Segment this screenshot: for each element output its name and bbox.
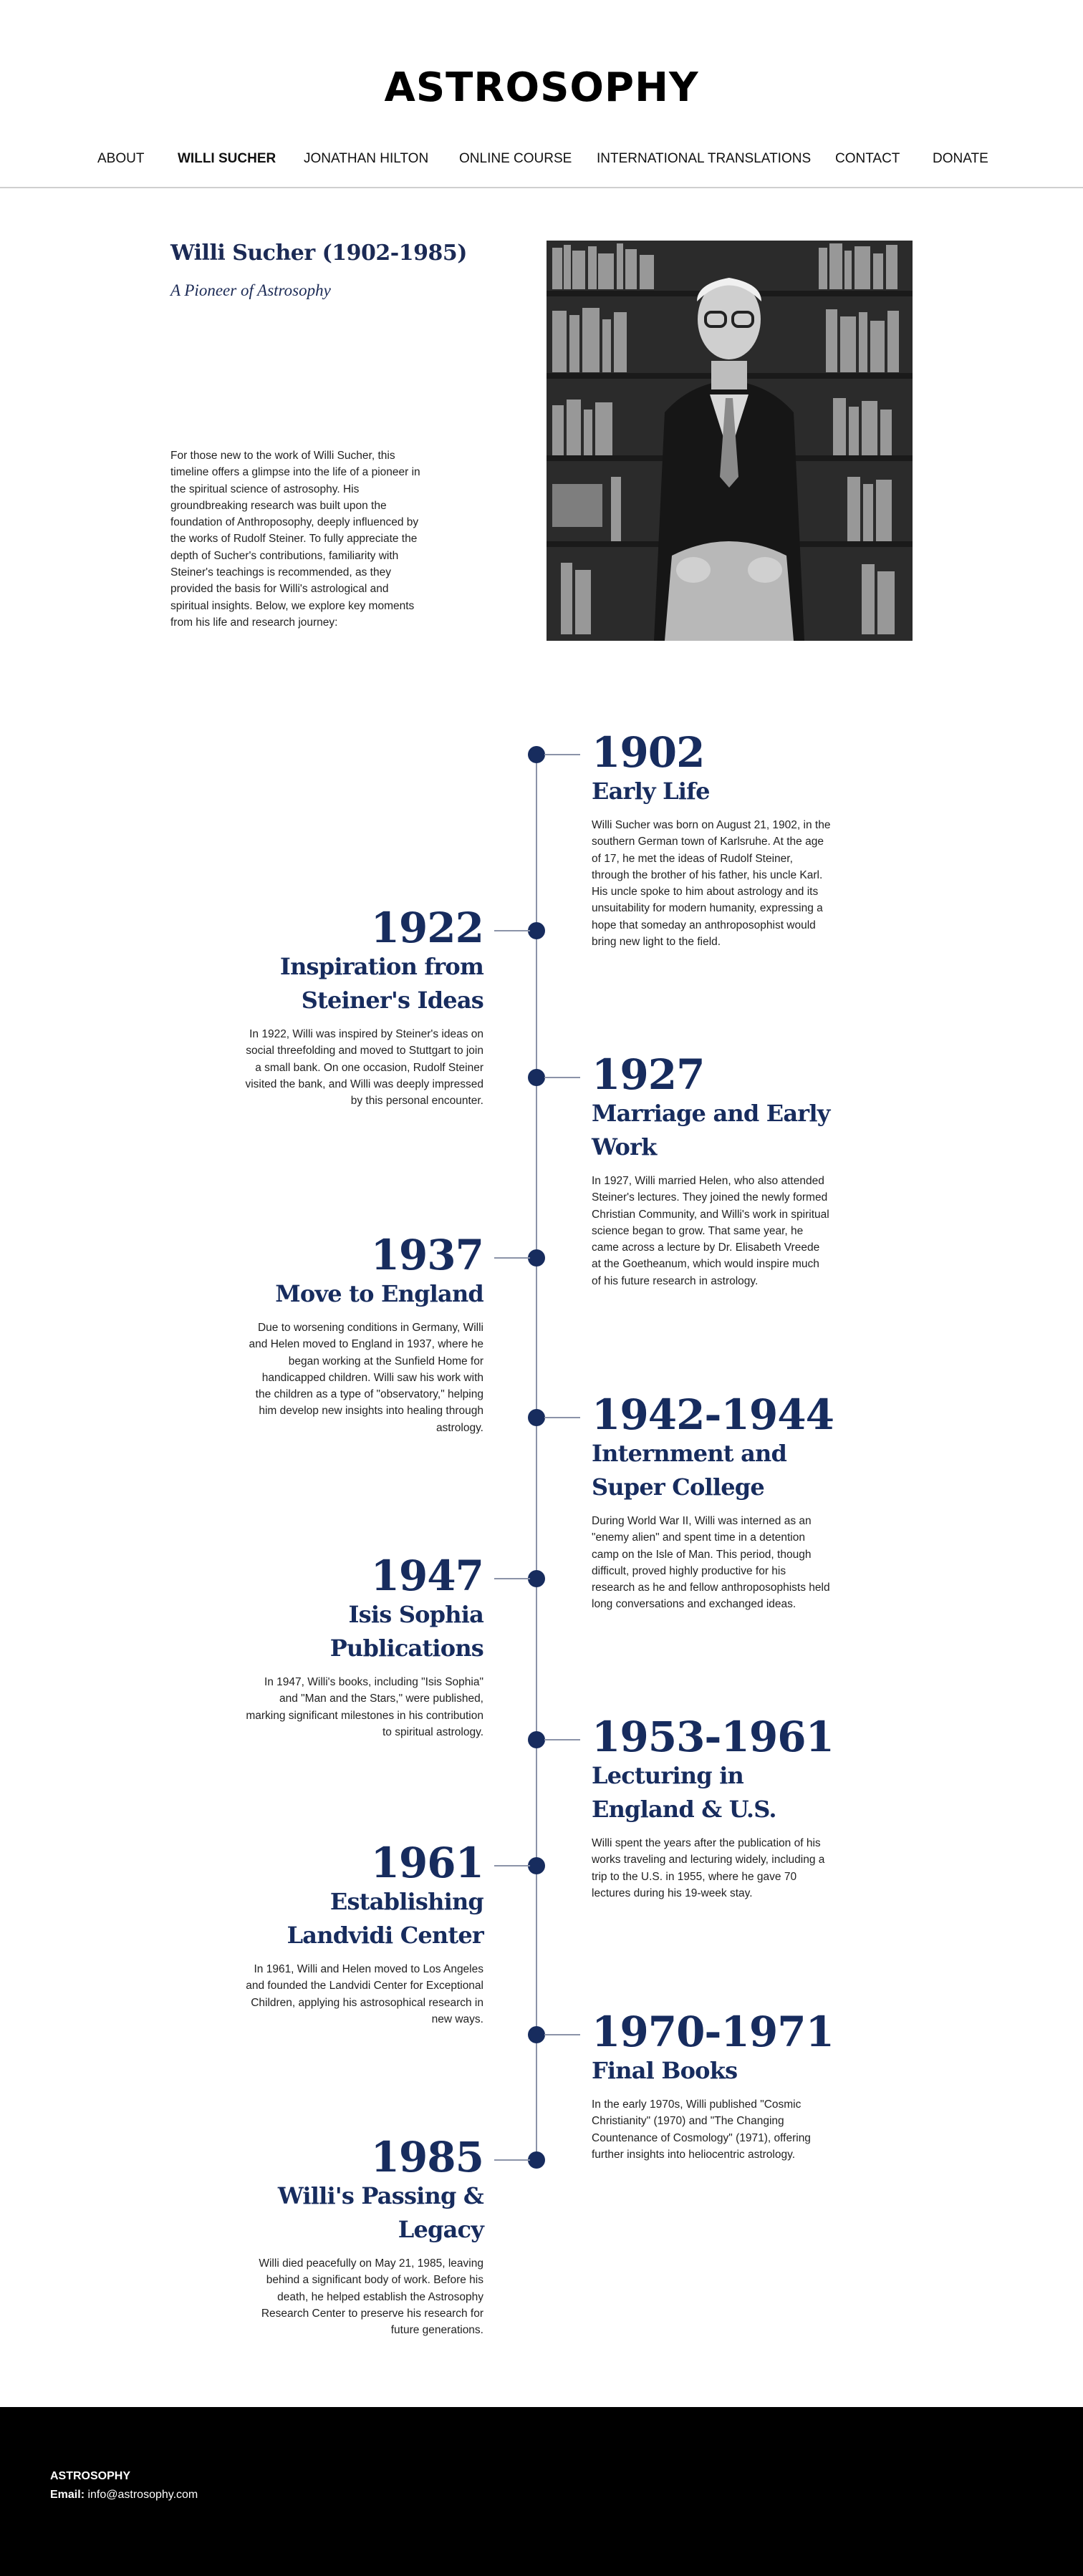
intro-paragraph: For those new to the work of Willi Sucher, this timeline offers a glimpse into the life of a pioneer in the spiritual science of astrosophy. His groundbreaking research was built upon the foundation of Anthroposophy, deeply influenced by the works of Rudolf Steiner. To fully appreciate the depth of Sucher's contributions, familiarity with Steiner's teachings is recommended, as they provided the basis for Willi's astrological and spiritual insights. Below, we explore key moments from his life and research journey: — [170, 450, 420, 629]
timeline-dot — [528, 1409, 545, 1426]
header-divider — [0, 187, 1083, 188]
portrait-photo — [547, 241, 913, 641]
entry-year: 1985 — [370, 2133, 483, 2182]
entry-title: Isis Sophia Publications — [329, 1601, 483, 1662]
timeline-connector — [494, 1257, 530, 1259]
timeline-entry-1961 — [244, 1841, 483, 2028]
entry-text: In 1947, Willi's books, including "Isis Sophia" and "Man and the Stars," were published, marking significant milestones in his contribution to spiritual astrology. — [246, 1676, 483, 1738]
timeline-entry-1942-1944 — [592, 1390, 834, 1613]
entry-title: Early Life — [592, 778, 710, 805]
nav-about[interactable]: ABOUT — [97, 151, 145, 166]
entry-year: 1970-1971 — [592, 2008, 834, 2056]
entry-title: Inspiration from Steiner's Ideas — [279, 953, 483, 1014]
nav-jonathan-hilton[interactable]: JONATHAN HILTON — [304, 151, 429, 166]
timeline-connector — [544, 1417, 580, 1418]
timeline-dot — [528, 1069, 545, 1086]
nav-willi-sucher[interactable]: WILLI SUCHER — [178, 151, 276, 166]
entry-text: Due to worsening conditions in Germany, Willi and Helen moved to England in 1937, where he began working at the Sunfield Home for handicapped children. Willi saw his work with the children as a type of "observatory," helping him develop new insights into healing through astrology. — [249, 1322, 483, 1434]
entry-text: Willi spent the years after the publication of his works traveling and lecturing widely, including a trip to the U.S. in 1955, where he gave 70 lectures during his 19-week stay. — [592, 1837, 825, 1899]
timeline-dot — [528, 1249, 545, 1267]
timeline-dot — [528, 1857, 545, 1874]
main-nav — [0, 149, 1083, 170]
nav-donate[interactable]: DONATE — [933, 151, 988, 166]
entry-year: 1927 — [592, 1050, 705, 1099]
timeline-connector — [494, 2159, 530, 2161]
entry-year: 1937 — [370, 1231, 483, 1279]
entry-year: 1953-1961 — [592, 1713, 834, 1761]
entry-year: 1947 — [370, 1551, 483, 1600]
timeline-entry-1985 — [244, 2135, 483, 2338]
timeline-dot — [528, 2026, 545, 2043]
timeline-connector — [544, 1739, 580, 1740]
entry-title: Marriage and Early Work — [592, 1100, 830, 1161]
entry-text: In 1927, Willi married Helen, who also attended Steiner's lectures. They joined the newly formed Christian Community, and Willi's work in spiritual science began to grow. That same year, he came across a lecture by Dr. Elisabeth Vreede at the Goetheanum, which would inspire much of his future research in astrology. — [592, 1175, 829, 1287]
page-subtitle: A Pioneer of Astrosophy — [170, 281, 331, 299]
timeline-entry-1902 — [592, 730, 832, 950]
footer-email-label: Email: — [50, 2489, 85, 2501]
footer-title: ASTROSOPHY — [50, 2470, 131, 2482]
nav-contact[interactable]: CONTACT — [835, 151, 900, 166]
entry-text: Willi Sucher was born on August 21, 1902, in the southern German town of Karlsruhe. At the age of 17, he met the ideas of Rudolf Steiner, through the brother of his father, his uncle Karl. His uncle spoke to him about astrology and its unsuitability for modern humanity, expressing a hope that someday an anthroposophist would bring new light to the field. — [592, 819, 831, 949]
entry-year: 1922 — [370, 904, 483, 952]
entry-text: During World War II, Willi was interned as an "enemy alien" and spent time in a detention camp on the Isle of Man. This period, though difficult, proved highly productive for his research as he and fellow anthroposophists held long conversations and exchanged ideas. — [592, 1515, 830, 1611]
timeline-dot — [528, 922, 545, 939]
timeline-entry-1970-1971 — [592, 2010, 832, 2163]
entry-text: In the early 1970s, Willi published "Cosmic Christianity" (1970) and "The Changing Countenance of Cosmology" (1971), offering further insights into heliocentric astrology. — [592, 2098, 811, 2161]
entry-title: Final Books — [592, 2057, 738, 2084]
site-title[interactable]: ASTROSOPHY — [384, 64, 699, 111]
nav-international-translations[interactable]: INTERNATIONAL TRANSLATIONS — [597, 151, 812, 166]
entry-text: Willi died peacefully on May 21, 1985, leaving behind a significant body of work. Before his death, he helped establish the Astrosophy Research Center to preserve his research for future generations. — [259, 2257, 483, 2337]
timeline-entry-1922 — [244, 906, 483, 1109]
timeline-dot — [528, 746, 545, 763]
footer-email-link[interactable]: info@astrosophy.com — [87, 2489, 198, 2501]
entry-year: 1961 — [370, 1839, 483, 1887]
entry-year: 1902 — [592, 728, 705, 777]
entry-title: Willi's Passing & Legacy — [277, 2182, 483, 2243]
timeline-entry-1937 — [244, 1233, 483, 1436]
timeline-dot — [528, 1731, 545, 1748]
timeline-connector — [544, 1077, 580, 1078]
entry-title: Establishing Landvidi Center — [287, 1888, 483, 1949]
page-title: Willi Sucher (1902-1985) — [170, 241, 467, 266]
timeline-dot — [528, 1570, 545, 1587]
entry-year: 1942-1944 — [592, 1390, 834, 1439]
timeline-dot — [528, 2151, 545, 2169]
entry-text: In 1922, Willi was inspired by Steiner's ideas on social threefolding and moved to Stuttgart to join a small bank. On one occasion, Rudolf Steiner visited the bank, and Willi was deeply impressed by this personal encounter. — [245, 1028, 483, 1108]
entry-title: Internment and Super College — [592, 1440, 787, 1501]
timeline-connector — [494, 1578, 530, 1579]
timeline-connector — [494, 1865, 530, 1866]
timeline-entry-1953-1961 — [592, 1715, 832, 1902]
footer-email — [50, 2489, 198, 2502]
timeline-entry-1927 — [592, 1052, 832, 1289]
timeline-connector — [544, 2034, 580, 2035]
entry-title: Move to England — [275, 1280, 483, 1307]
timeline-entry-1947 — [244, 1551, 483, 1740]
timeline-line — [536, 753, 537, 2160]
timeline-connector — [494, 930, 530, 931]
nav-online-course[interactable]: ONLINE COURSE — [459, 151, 572, 166]
timeline-connector — [544, 754, 580, 755]
entry-text: In 1961, Willi and Helen moved to Los Angeles and founded the Landvidi Center for Exceptional Children, applying his astrosophical research in new ways. — [246, 1963, 483, 2025]
entry-title: Lecturing in England & U.S. — [592, 1762, 776, 1823]
site-footer — [0, 2407, 1083, 2576]
